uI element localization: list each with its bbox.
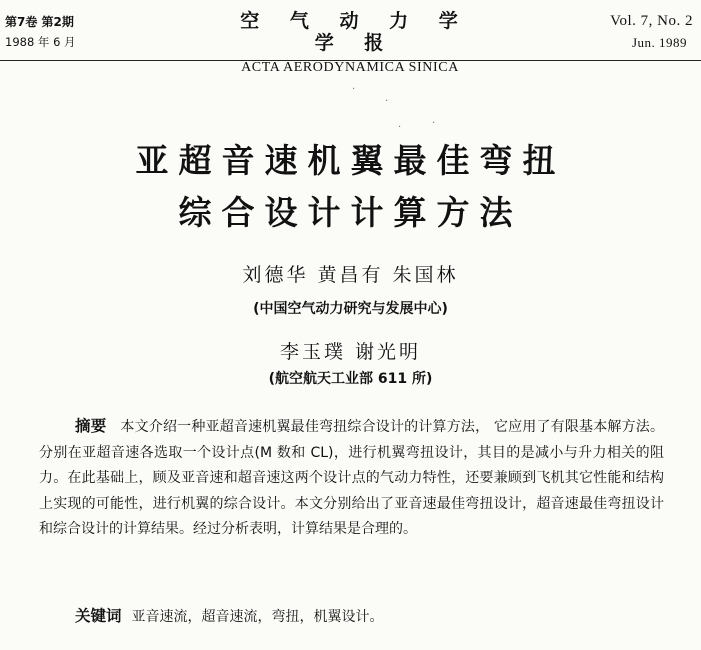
- affiliation-2: (航空航天工业部 611 所): [268, 371, 433, 387]
- author-names-1: 刘德华 黄昌有 朱国林: [242, 264, 459, 286]
- paper-title-line-2: 综合设计计算方法: [178, 193, 523, 232]
- volume-issue-zh: 第7卷 第2期: [5, 15, 74, 29]
- scan-speck: ·: [398, 122, 402, 133]
- header-left: [5, 12, 76, 52]
- affiliation-1: (中国空气动力研究与发展中心): [253, 301, 448, 317]
- abstract: [39, 414, 664, 543]
- abstract-label: 摘要: [75, 417, 107, 435]
- journal-title: [220, 10, 480, 78]
- paper-title-line-1: 亚超音速机翼最佳弯扭: [135, 141, 566, 180]
- journal-name-zh: 空 气 动 力 学 学 报: [240, 10, 470, 54]
- abstract-text: 本文介绍一种亚超音速机翼最佳弯扭综合设计的计算方法， 它应用了有限基本解方法。分别在亚超音速各选取一个设计点(M 数和 CL)，进行机翼弯扭设计，其目的是减小与升力相关的阻力。在此基础上，顾及亚音速和超音速这两个设计点的气动力特性，还要兼顾到飞机其它性能和结构上实现的可能性，进行机翼的综合设计。本文分别给出了亚音速最佳弯扭设计，超音速最佳弯扭设计和综合设计的计算结果。经过分析表明，计算结果是合理的。: [39, 419, 664, 537]
- header-rule: [0, 60, 701, 61]
- date-en: Jun. 1989: [631, 35, 687, 50]
- date-zh: 1988 年 6 月: [5, 35, 76, 49]
- keywords: [75, 604, 384, 629]
- keywords-text: 亚音速流，超音速流，弯扭，机翼设计。: [131, 609, 384, 625]
- author-names-2: 李玉璞 谢光明: [279, 341, 422, 363]
- volume-issue-en: Vol. 7, No. 2: [610, 13, 693, 29]
- journal-name-en: ACTA AERODYNAMICA SINICA: [241, 60, 459, 75]
- scan-speck: ·: [352, 84, 356, 95]
- keywords-label: 关键词: [75, 607, 122, 625]
- header-right: [610, 10, 693, 54]
- scan-speck: ·: [385, 96, 389, 107]
- scan-speck: ·: [432, 118, 436, 129]
